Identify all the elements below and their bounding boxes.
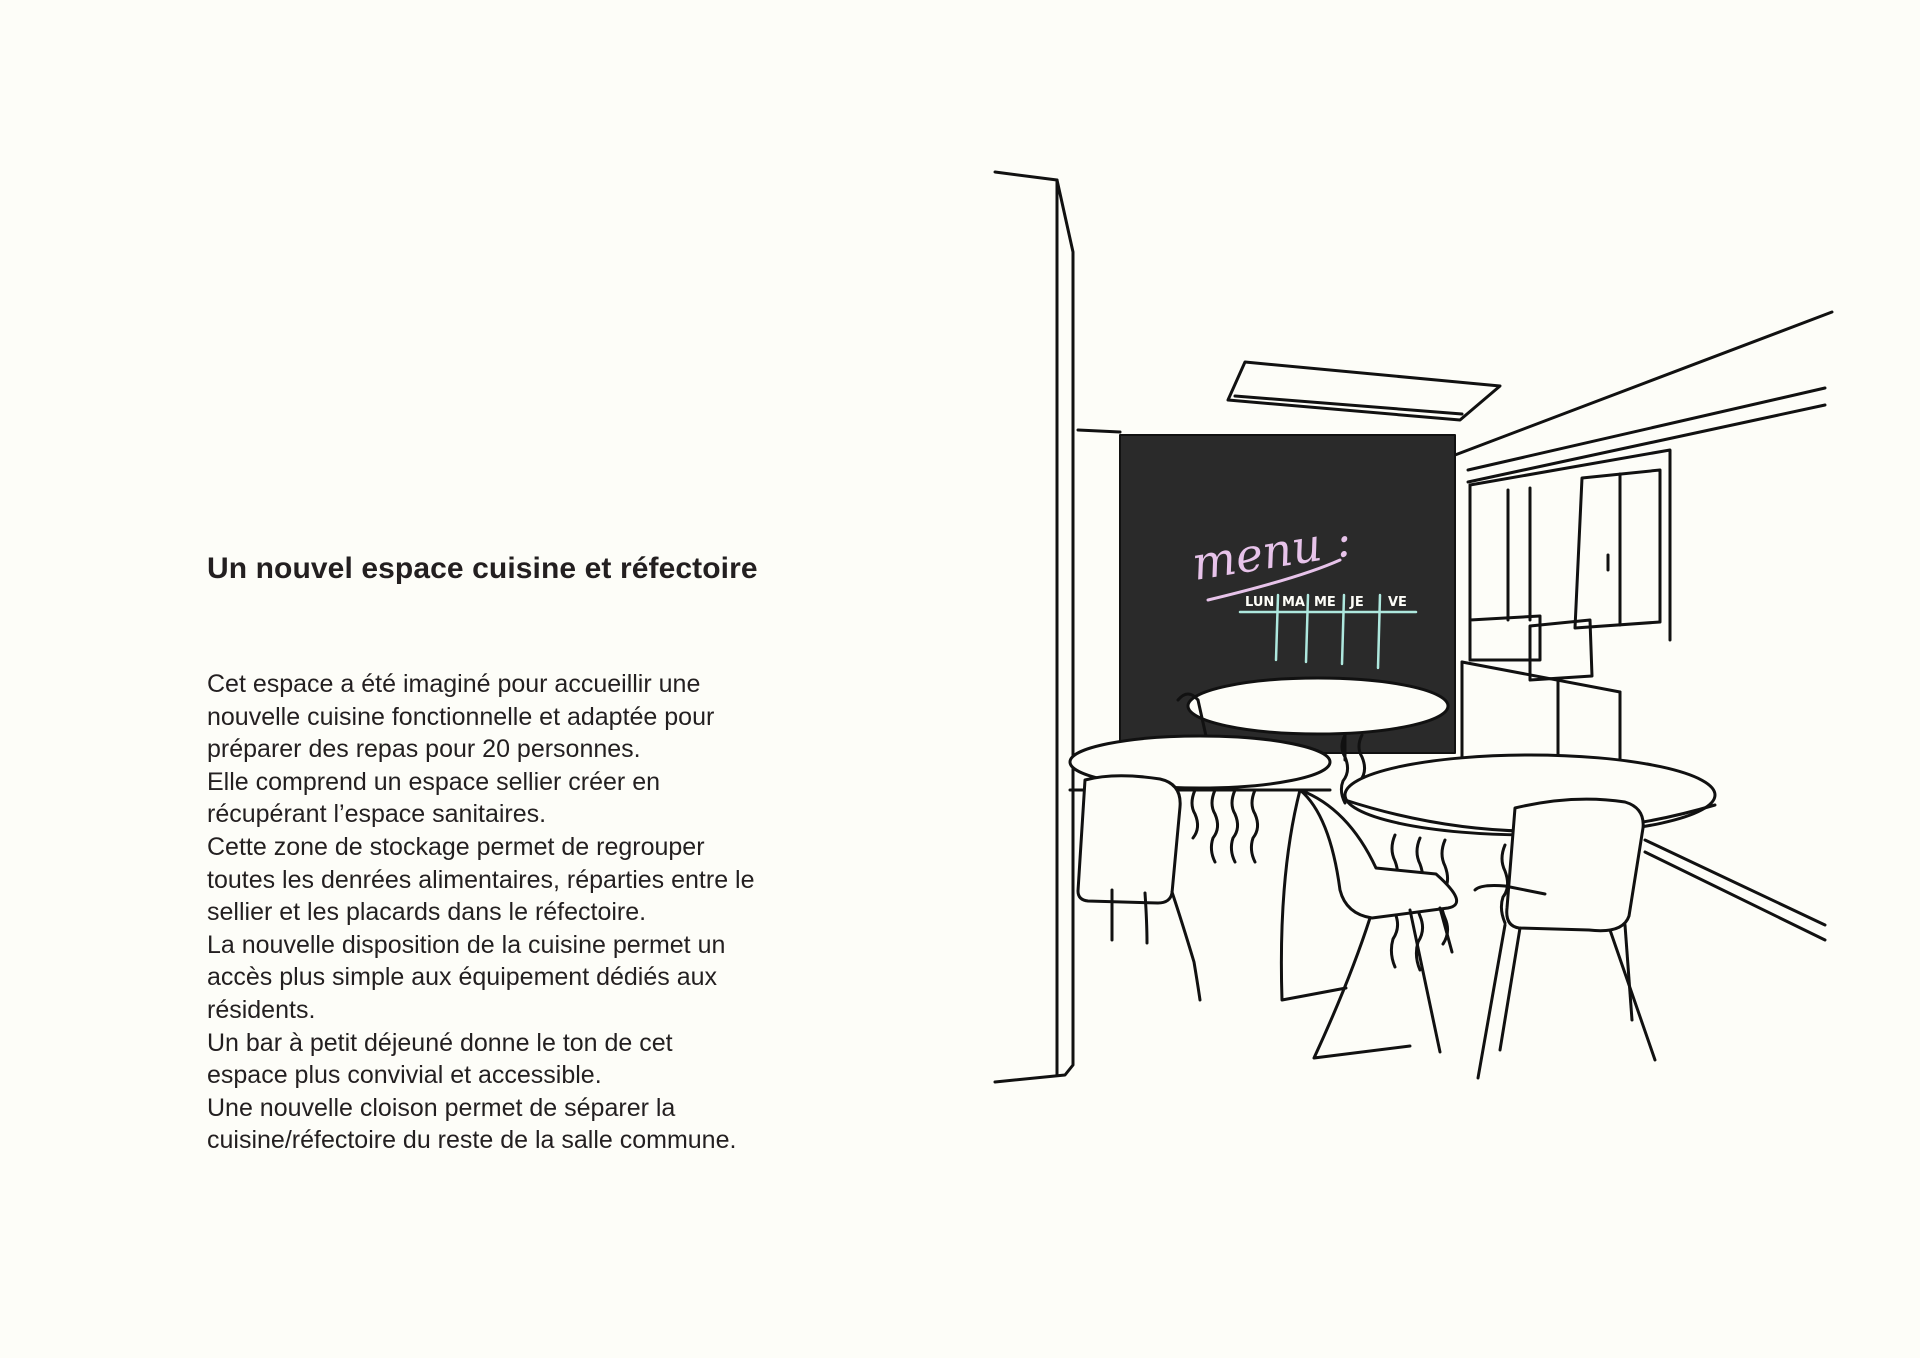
chair [1078, 776, 1200, 1000]
partition-wall [995, 172, 1073, 1082]
paragraph-line: Cet espace a été imaginé pour accueillir une [207, 670, 701, 698]
paragraph-line: cuisine/réfectoire du reste de la salle commune. [207, 1126, 737, 1155]
page-title: Un nouvel espace cuisine et réfectoire [207, 552, 758, 585]
chair [1475, 799, 1655, 1078]
paragraph-line: La nouvelle disposition de la cuisine permet un [207, 930, 726, 959]
menu-day: VE [1388, 595, 1407, 610]
paragraph-line: toutes les denrées alimentaires, réparties entre le [207, 865, 755, 894]
paragraph-line: sellier et les placards dans le réfectoire. [207, 898, 647, 927]
paragraph-line: Cette zone de stockage permet de regrouper [207, 832, 705, 861]
paragraph-line: résidents. [207, 995, 316, 1024]
ceiling-light [1228, 362, 1500, 420]
menu-day: MA [1282, 595, 1305, 610]
menu-heading: menu : [1188, 512, 1355, 591]
illustration-drawing [990, 80, 1840, 1280]
paragraph-line: préparer des repas pour 20 personnes. [207, 735, 641, 764]
menu-day: JE [1350, 595, 1364, 610]
paragraph-line: Un bar à petit déjeuné donne le ton de cet [207, 1028, 673, 1057]
menu-day: ME [1314, 595, 1336, 610]
paragraph-line: récupérant l’espace sanitaires. [207, 800, 547, 829]
paragraph-line: Une nouvelle cloison permet de séparer la [207, 1093, 676, 1122]
paragraph-line: nouvelle cuisine fonctionnelle et adaptée pour [207, 702, 715, 731]
paragraph-line: Elle comprend un espace sellier créer en [207, 767, 661, 796]
description-paragraph [207, 668, 827, 1157]
paragraph-line: accès plus simple aux équipement dédiés aux [207, 963, 718, 992]
kitchen-refectory-illustration [990, 80, 1840, 1280]
menu-day: LUN [1245, 595, 1275, 610]
paragraph-line: espace plus convivial et accessible. [207, 1061, 602, 1090]
